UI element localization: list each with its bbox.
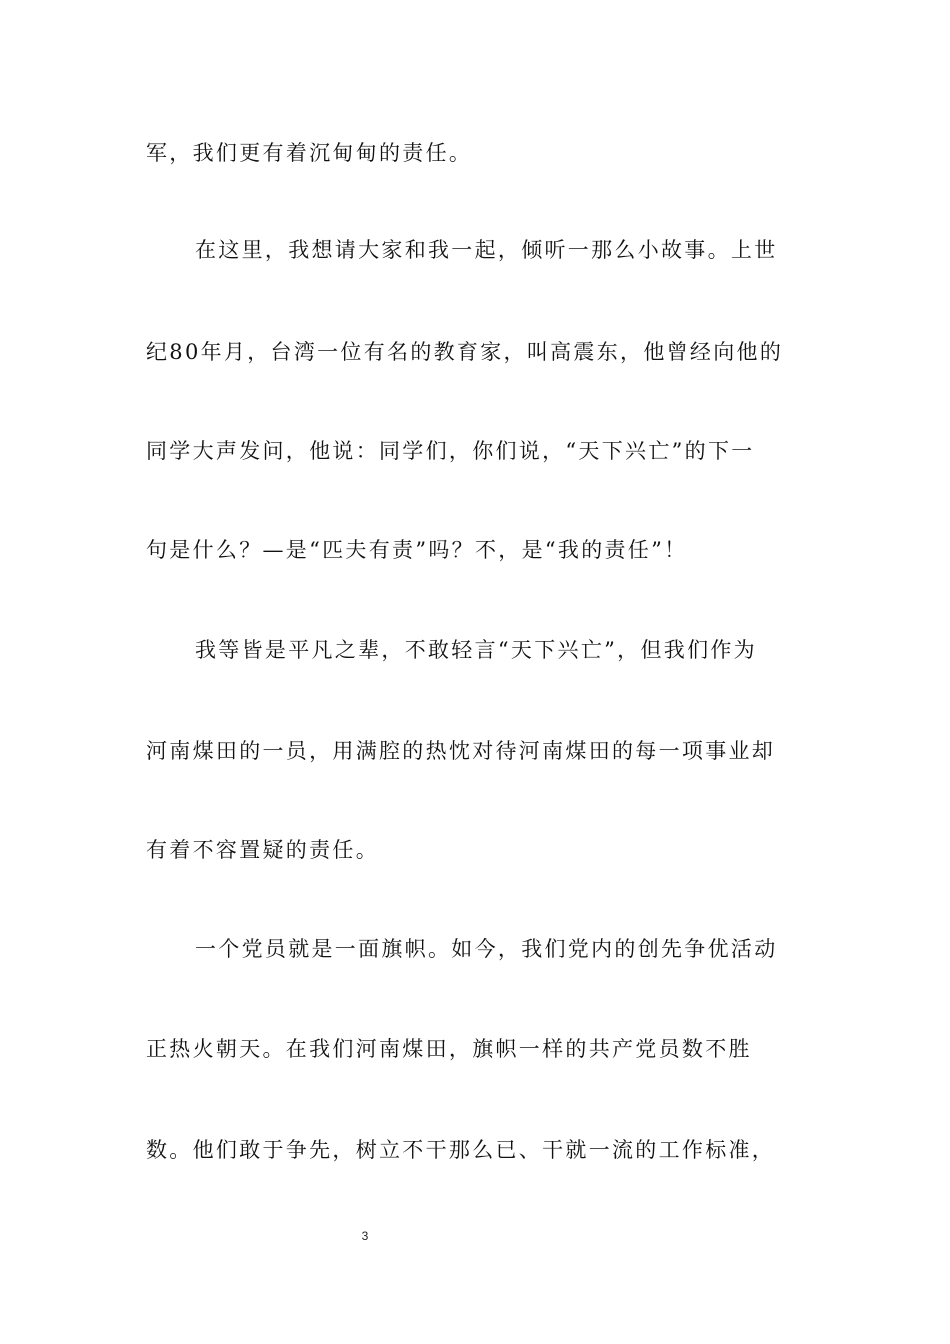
text-line-3: 纪80年月，台湾一位有名的教育家，叫高震东，他曾经向他的 [146, 340, 784, 364]
text-line-8: 有着不容置疑的责任。 [146, 838, 379, 862]
text-line-9: 一个党员就是一面旗帜。如今，我们党内的创先争优活动 [195, 937, 778, 961]
text-line-5: 句是什么？—是“匹夫有责”吗？不，是“我的责任”！ [146, 538, 688, 562]
text-line-10: 正热火朝天。在我们河南煤田，旗帜一样的共产党员数不胜 [146, 1037, 752, 1061]
text-line-7: 河南煤田的一员，用满腔的热忱对待河南煤田的每一项事业却 [146, 739, 776, 763]
text-line-6: 我等皆是平凡之辈，不敢轻言“天下兴亡”，但我们作为 [195, 638, 757, 662]
page-number: 3 [361, 1229, 369, 1243]
text-line-4: 同学大声发问，他说：同学们，你们说，“天下兴亡”的下一 [146, 439, 755, 463]
text-line-11: 数。他们敢于争先，树立不干那么已、干就一流的工作标准， [146, 1138, 776, 1162]
text-line-1: 军，我们更有着沉甸甸的责任。 [146, 141, 473, 165]
text-line-2: 在这里，我想请大家和我一起，倾听一那么小故事。上世 [195, 238, 778, 262]
